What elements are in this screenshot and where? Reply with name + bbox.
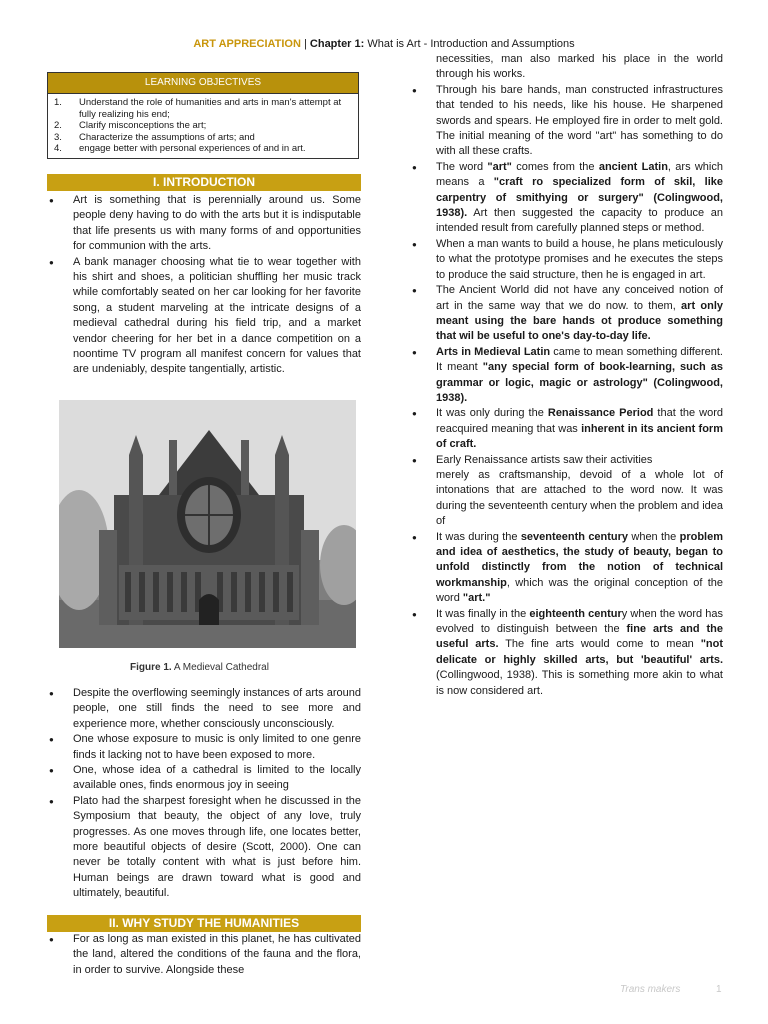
bullet-item: ● A bank manager choosing what tie to wear together with his shirt and shoes, a politician shuffling her music track while comfortably seated on her car looking for her favorite song, a student marveling at the intricate designs of a medieval cathedral during his field trip, and a market vendor cheering for her bet in a dance competition on a noontime TV program all manifest concern for values that are undeniably, despite tangentially, artistic.: [47, 255, 361, 378]
chapter-label: Chapter 1:: [309, 38, 365, 50]
objective-item: [54, 97, 352, 120]
bullet-item: ● One whose exposure to music is only limited to one genre finds it lacking not to have been exposed to more.: [47, 732, 361, 763]
header-separator: |: [300, 38, 310, 50]
objective-number: 2.: [54, 120, 62, 132]
bullet-item: ● It was during the seventeenth century when the problem and idea of aesthetics, the study of beauty, began to unfold distinctly from the notion of technical workmanship, which was the original conception of the word "art.": [410, 530, 723, 607]
objective-text: Characterize the assumptions of arts; and: [79, 131, 255, 143]
objective-item: [54, 143, 352, 155]
section-introduction-heading: I. INTRODUCTION: [47, 174, 361, 191]
section-humanities-heading: II. WHY STUDY THE HUMANITIES: [47, 915, 361, 932]
bullet-item: ● The Ancient World did not have any conceived notion of art in the same way that we do now. to them, art only meant using the bare hands ot produce something that wil be useful to one's day-to-day life.: [410, 283, 723, 345]
bullet-item: ● Art is something that is perennially around us. Some people deny having to do with the arts but it is indisputable that life presents us with many forms of and opportunities for communion with the arts.: [47, 193, 361, 255]
bullet-item: ● Through his bare hands, man constructed infrastructures that tended to his needs, like his house. He sharpened swords and spears. He employed fire in order to melt gold. The initial meaning of the word "art" has something to do with all these crafts.: [410, 83, 723, 160]
bullet-item: ● Plato had the sharpest foresight when he discussed in the Symposium that beauty, the object of any love, truly progresses. As one moves through life, one locates better, more beautiful objects of desire (Scott, 2000). One can never be totally content with what is just before him. Human beings are drawn toward what is good and ultimately, beautiful.: [47, 794, 361, 902]
figure-medieval-cathedral: [47, 392, 361, 682]
bullet-item: ● It was finally in the eighteenth century when the word has evolved to distinguish between the fine arts and the useful arts. The fine arts would come to mean "not delicate or highly skilled arts, but 'beautiful' arts. (Collingwood, 1938). This is something more akin to what is now considered art.: [410, 607, 723, 699]
cathedral-illustration: [59, 400, 356, 648]
learning-objectives-title: LEARNING OBJECTIVES: [48, 73, 358, 94]
figure-caption-text: A Medieval Cathedral: [171, 662, 269, 673]
objective-text: Understand the role of humanities and arts in man's attempt at fully realizing his end;: [79, 97, 342, 120]
bullet-item: ● One, whose idea of a cathedral is limited to the locally available ones, finds enormous joy in seeing: [47, 763, 361, 794]
cathedral-photo: [59, 400, 356, 648]
learning-objectives-list: [48, 94, 358, 158]
course-title: ART APPRECIATION: [193, 38, 301, 50]
figure-caption-label: Figure 1.: [130, 662, 172, 673]
bullet-item: ● Despite the overflowing seemingly instances of arts around people, one still finds the need to see more and experience more, whether consciously unconsciously.: [47, 686, 361, 732]
footer-credit: Trans makers: [620, 984, 681, 995]
right-column: [410, 52, 723, 699]
bullet-item: ● Early Renaissance artists saw their activities: [410, 453, 723, 468]
learning-objectives-box: [47, 72, 359, 159]
introduction-body: [47, 193, 361, 378]
humanities-body: [47, 932, 361, 978]
bullet-item: ● The word "art" comes from the ancient Latin, ars which means a "craft ro specialized form of skil, like carpentry of smithying or surgery" (Colingwood, 1938). Art then suggested the capacity to produce an intended result from carefully planned steps or method.: [410, 160, 723, 237]
chapter-title: What is Art - Introduction and Assumptions: [364, 38, 575, 50]
objective-number: 3.: [54, 131, 62, 143]
bullet-item: ● Arts in Medieval Latin came to mean something different. It meant "any special form of book-learning, such as grammar or logic, magic or astrology" (Colingwood, 1938).: [410, 345, 723, 407]
objective-number: 4.: [54, 143, 62, 155]
objective-item: [54, 132, 352, 144]
introduction-body-continued: [47, 686, 361, 902]
page-header: [0, 37, 768, 51]
page-number: 1: [716, 984, 722, 995]
objective-number: 1.: [54, 97, 62, 108]
objective-text: engage better with personal experiences of and in art.: [79, 143, 306, 155]
bullet-item: ● When a man wants to build a house, he plans meticulously to what the prototype promises and he executes the steps to produce the said structure, then he is engaged in art.: [410, 237, 723, 283]
continuation-paragraph: necessities, man also marked his place in the world through his works.: [436, 53, 723, 81]
renaissance-continuation: merely as craftsmanship, devoid of a whole lot of intonations that are attached to the word now. It was during the seventeenth century when the problem and idea of: [436, 468, 723, 528]
objective-text: Clarify misconceptions the art;: [79, 120, 207, 132]
objective-item: [54, 120, 352, 132]
bullet-item: ● For as long as man existed in this planet, he has cultivated the land, altered the conditions of the fauna and the flora, in order to survive. Alongside these: [47, 932, 361, 978]
figure-caption: [130, 661, 269, 674]
bullet-item: ● It was only during the Renaissance Period that the word reacquired meaning that was inherent in its ancient form of craft.: [410, 406, 723, 452]
